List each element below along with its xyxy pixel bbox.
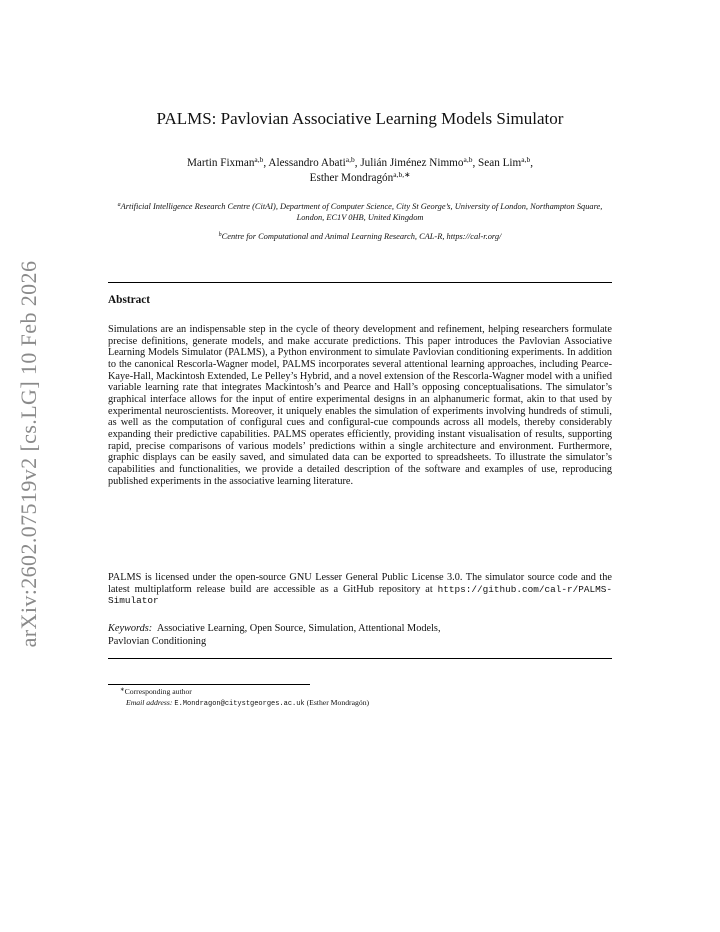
author: Sean Lim$^{a,b}$, (478, 155, 534, 169)
keywords-label: Keywords: (108, 623, 153, 634)
keywords-line-2: Pavlovian Conditioning (108, 635, 207, 647)
github-link[interactable]: https://github.com/cal-r/PALMS-Simulator (108, 583, 612, 607)
affiliation-mark: b (218, 232, 222, 238)
affiliation-b (108, 231, 612, 242)
abstract-bottom-rule (108, 658, 612, 659)
paper-title: PALMS: Pavlovian Associative Learning Models Simulator (156, 109, 564, 128)
affiliation-mark: a (117, 202, 121, 208)
abstract-paragraph: Simulations are an indispensable step in the cycle of theory development and refinement, helping researchers formulate precise definitions, generate models, and make accurate predictions. This paper introduces the Pavlovian Associative Learning Models Simulator (PALMS), a Python environment to simulate Pavlovian conditioning experiments. In addition to the canonical Rescorla-Wagner model, PALMS incorporates several attentional learning approaches, including Pearce-Kaye-Hall, Mackintosh Extended, Le Pelley’s Hybrid, and a novel extension of the Rescorla-Wagner model with a unified variable learning rate that integrates Mackintosh’s and Pearce and Hall’s opposing conceptualisations. The simulator’s graphical interface allows for the input of entire experimental designs in an alphanumeric format, akin to that used by experimental neuroscientists. Moreover, it uniquely enables the simulation of experiments involving hundreds of stimuli, as well as the computation of configural cues and configural-cue compounds across all models, thereby considerably expanding their predictive capabilities. PALMS operates efficiently, providing instant visualisation of results, supporting rapid, precise comparisons of various models’ predictions within a single architecture and environment. Furthermore, graphic displays can be easily saved, and simulated data can be exported to spreadsheets. To illustrate the simulator’s capabilities and functionalities, we provide a detailed description of the software and examples of use, reproducing published experiments in the associative learning literature. (108, 324, 612, 487)
footnote-rule (108, 684, 310, 685)
author: Julián Jiménez Nimmo$^{a,b}$, (360, 155, 479, 169)
abstract-heading: Abstract (108, 294, 151, 306)
author: Esther Mondragón$^{a,b,∗}$ (309, 170, 411, 184)
affiliation-text: Centre for Computational and Animal Learning Research, CAL-R, https://cal-r.org/ (221, 232, 502, 241)
author: Alessandro Abati$^{a,b}$, (268, 155, 361, 169)
email-link[interactable]: E.Mondragon@citystgeorges.ac.uk (174, 700, 305, 708)
affiliation-a (108, 201, 612, 223)
corresponding-author-footnote: ∗Corresponding author (120, 687, 192, 696)
affiliation-text: Artificial Intelligence Research Centre (CitAI), Department of Computer Science, City St George’s, University of London, Northampton Square, London, EC1V 0HB, United Kingdom (120, 202, 603, 222)
author: Martin Fixman$^{a,b}$, (186, 155, 269, 169)
license-paragraph: PALMS is licensed under the open-source GNU Lesser General Public License 3.0. The simulator source code and the latest multiplatform release build are accessible as a GitHub repository at https://github.com/cal-r/PALMS-Simulator (108, 572, 612, 607)
keywords (108, 623, 612, 648)
author-list (108, 156, 612, 186)
arxiv-identifier-stamp: arXiv:2602.07519v2 [cs.LG] 10 Feb 2026 (16, 260, 41, 648)
abstract-top-rule (108, 282, 612, 283)
email-footnote: Email address: E.Mondragon@citystgeorges.ac.uk (Esther Mondragón) (126, 698, 370, 708)
keywords-line-1: Associative Learning, Open Source, Simulation, Attentional Models, (156, 623, 441, 634)
